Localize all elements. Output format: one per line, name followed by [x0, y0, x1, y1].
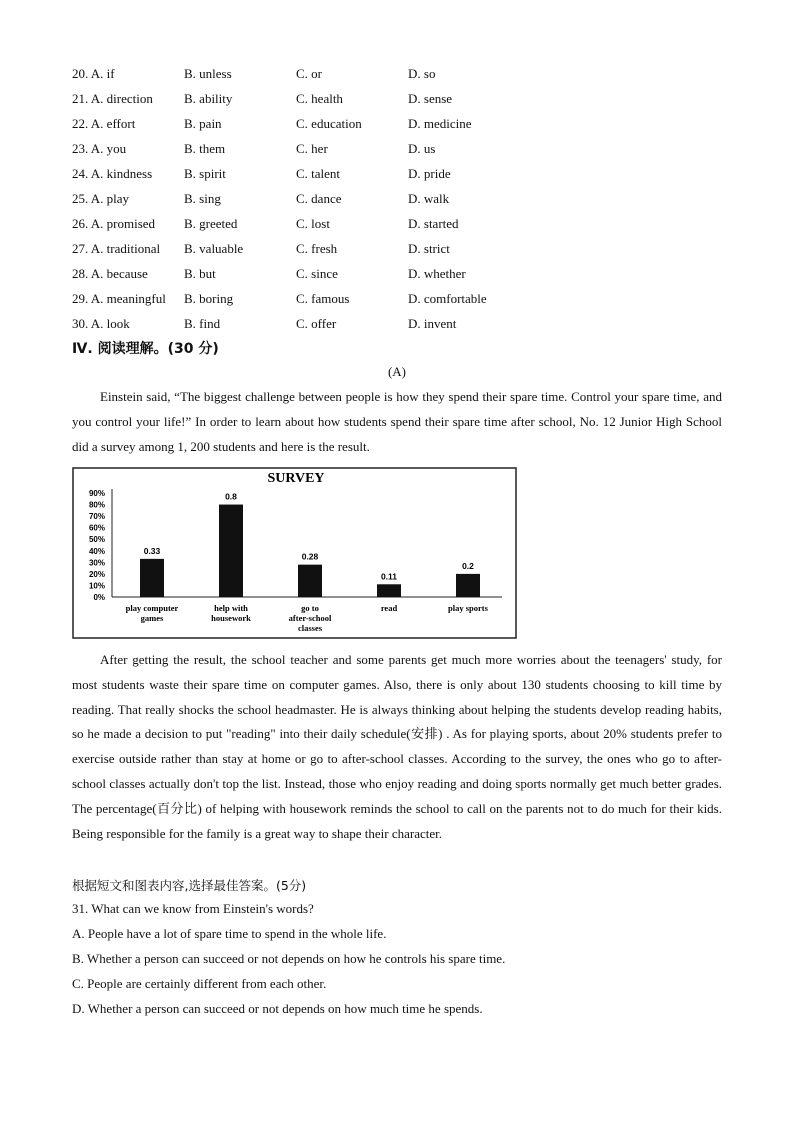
data-label: 0.11 — [380, 571, 398, 582]
x-tick-label: go to — [301, 603, 319, 613]
data-label: 0.33 — [143, 545, 161, 556]
y-tick-label: 10% — [88, 581, 105, 591]
option-b: B. find — [184, 316, 221, 331]
option-a: 24. A. kindness — [72, 166, 153, 181]
data-label: 0.8 — [225, 491, 237, 502]
x-tick-label: play sports — [448, 603, 488, 613]
option-d: D. walk — [408, 191, 450, 206]
choice-d: D. Whether a person can succeed or not depends on how much time he spends. — [72, 1001, 483, 1016]
option-c: C. fresh — [296, 241, 338, 256]
x-tick-label: classes — [297, 623, 323, 633]
x-tick-label: play computer — [125, 603, 179, 613]
option-a: 26. A. promised — [72, 216, 156, 231]
option-c: C. offer — [296, 316, 337, 331]
y-tick-label: 40% — [88, 546, 105, 556]
option-d: D. whether — [408, 266, 466, 281]
x-tick-label: read — [380, 603, 398, 613]
question-stem: 31. What can we know from Einstein's words? — [72, 901, 314, 916]
option-b: B. pain — [184, 116, 222, 131]
x-tick-label: after-school — [288, 613, 332, 623]
instruction: 根据短文和图表内容,选择最佳答案。(5分) — [72, 878, 307, 893]
option-b: B. sing — [184, 191, 221, 206]
option-b: B. but — [184, 266, 216, 281]
option-a: 21. A. direction — [72, 91, 153, 106]
option-a: 27. A. traditional — [72, 241, 161, 256]
bar — [298, 565, 322, 597]
option-c: C. dance — [296, 191, 342, 206]
y-tick-label: 60% — [88, 523, 105, 533]
y-tick-label: 70% — [88, 512, 105, 522]
option-c: C. education — [296, 116, 362, 131]
bar — [140, 559, 164, 597]
option-d: D. invent — [408, 316, 457, 331]
option-d: D. strict — [408, 241, 450, 256]
section-title: Ⅳ. 阅读理解。(30 分) — [72, 341, 219, 357]
body-paragraph: After getting the result, the school teacher and some parents get much more worries about the teenagers' study, for most students waste their spare time on computer games. Also, there is only about 130 students choosing to kill time by reading. That really shocks the school headmaster. He is always thinking about helping the students develop reading habits, so he made a decision to put "reading" into their daily schedule(安排) . As for playing sports, about 20% students prefer to exercise outside rather than stay at home or go to after-school classes. According to the survey, the ones who go to after-school classes actually don't top the list. Instead, those who enjoy reading and doing sports normally get much better grades. The percentage(百分比) of helping with housework reminds the school to call on the parents not to do much for their kids. Being responsible for the family is a great way to shape their character. — [72, 652, 722, 841]
x-tick-label: games — [140, 613, 164, 623]
y-tick-label: 90% — [88, 489, 105, 498]
option-d: D. medicine — [408, 116, 472, 131]
bar — [377, 584, 401, 597]
y-tick-label: 0% — [93, 593, 105, 602]
bar — [456, 574, 480, 597]
option-d: D. sense — [408, 91, 453, 106]
chart-title: SURVEY — [267, 471, 325, 486]
survey-chart — [72, 466, 518, 640]
option-c: C. talent — [296, 166, 341, 181]
x-tick-label: help with — [214, 603, 248, 613]
option-b: B. spirit — [184, 166, 226, 181]
data-label: 0.2 — [462, 560, 474, 571]
option-c: C. since — [296, 266, 338, 281]
option-d: D. started — [408, 216, 459, 231]
option-d: D. us — [408, 141, 436, 156]
option-b: B. greeted — [184, 216, 238, 231]
passage-label: (A) — [387, 364, 407, 379]
option-a: 29. A. meaningful — [72, 291, 166, 306]
choice-c: C. People are certainly different from each other. — [72, 976, 327, 991]
option-c: C. lost — [296, 216, 330, 231]
option-a: 28. A. because — [72, 266, 148, 281]
option-b: B. them — [184, 141, 226, 156]
bar — [219, 505, 243, 597]
option-b: B. valuable — [184, 241, 244, 256]
y-tick-label: 50% — [88, 535, 105, 545]
survey-chart-svg — [72, 466, 518, 640]
option-c: C. health — [296, 91, 343, 106]
option-a: 23. A. you — [72, 141, 127, 156]
choice-b: B. Whether a person can succeed or not depends on how he controls his spare time. — [72, 951, 506, 966]
y-tick-label: 30% — [88, 558, 105, 568]
intro-paragraph: Einstein said, “The biggest challenge between people is how they spend their spare time. Control your spare time, and you control your life!” In order to learn about how students spend their spare time after school, No. 12 Junior High School did a survey among 1, 200 students and here is the result. — [72, 389, 722, 454]
choice-a: A. People have a lot of spare time to spend in the whole life. — [72, 926, 387, 941]
option-c: C. famous — [296, 291, 350, 306]
option-b: B. boring — [184, 291, 234, 306]
option-a: 22. A. effort — [72, 116, 136, 131]
option-c: C. her — [296, 141, 328, 156]
option-d: D. so — [408, 66, 436, 81]
option-a: 25. A. play — [72, 191, 130, 206]
data-label: 0.28 — [301, 551, 319, 562]
option-a: 20. A. if — [72, 66, 115, 81]
option-b: B. unless — [184, 66, 232, 81]
y-tick-label: 80% — [88, 500, 105, 510]
y-tick-label: 20% — [88, 569, 105, 579]
option-d: D. comfortable — [408, 291, 487, 306]
x-tick-label: housework — [211, 613, 251, 623]
option-a: 30. A. look — [72, 316, 130, 331]
option-b: B. ability — [184, 91, 233, 106]
option-d: D. pride — [408, 166, 451, 181]
option-c: C. or — [296, 66, 322, 81]
